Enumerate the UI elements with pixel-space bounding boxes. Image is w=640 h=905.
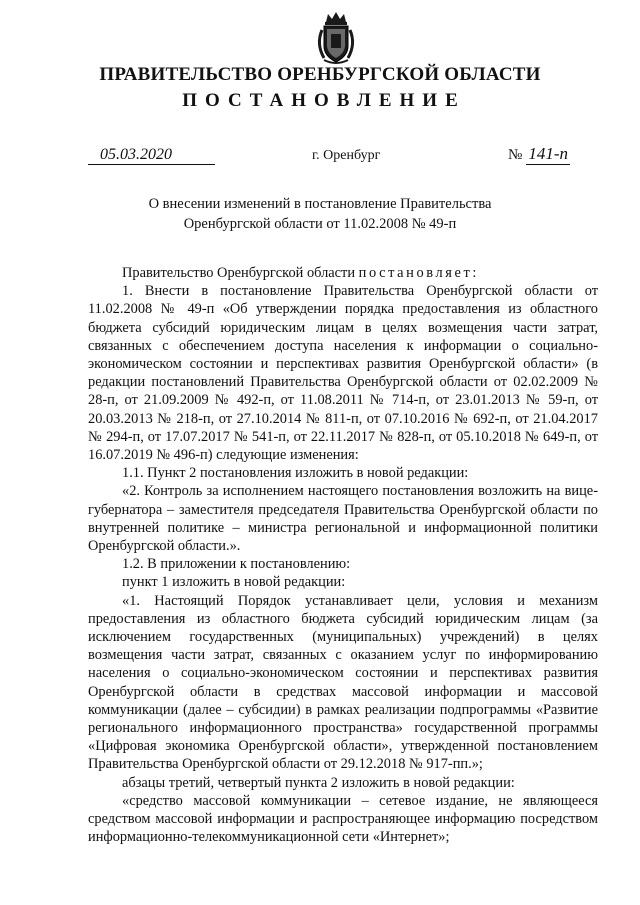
body-paragraph: 1. Внести в постановление Правительства Оренбургской области от 11.02.2008 № 49-п «Об утверждении порядка предоставления из областного бюджета субсидий юридическим лицам в целях возмещения части затрат, связанных с обеспечением доступа населения к информации о социально-экономическом состоянии и перспективах развития Оренбургской области» (в редакции постановлений Правительства Оренбургской области от 02.02.2009 № 28-п, от 21.09.2009 № 492-п, от 11.08.2011 № 714-п, от 23.01.2013 № 59-п, от 20.03.2013 № 218-п, от 27.10.2014 № 811-п, от 07.10.2016 № 692-п, от 21.04.2017 № 294-п, от 17.07.2017 № 541-п, от 22.11.2017 № 828-п, от 05.10.2018 № 649-п, от 16.07.2019 № 496-п) следующие изменения: <box>88 283 598 464</box>
body-paragraph: «2. Контроль за исполнением настоящего постановления возложить на вице-губернатора – заместителя председателя Правительства Оренбургской области по внутренней политике – министра региональной и информационной политики Оренбургской области.». <box>88 483 598 555</box>
document-city: г. Оренбург <box>312 148 381 163</box>
document-body <box>88 264 598 847</box>
government-title: ПРАВИТЕЛЬСТВО ОРЕНБУРГСКОЙ ОБЛАСТИ <box>99 64 541 85</box>
number-label: № <box>508 147 523 163</box>
number-value: 141-п <box>528 144 568 163</box>
document-subject <box>0 194 640 234</box>
subject-line: Оренбургской области от 11.02.2008 № 49-п <box>183 216 457 232</box>
body-paragraph: абзацы третий, четвертый пункта 2 изложить в новой редакции: <box>122 774 515 791</box>
intro-paragraph <box>88 264 598 282</box>
body-paragraph: пункт 1 изложить в новой редакции: <box>122 574 346 591</box>
body-paragraph: 1.2. В приложении к постановлению: <box>122 556 351 573</box>
document-number <box>508 144 570 165</box>
body-paragraph: 1.1. Пункт 2 постановления изложить в новой редакции: <box>122 465 469 482</box>
body-paragraph: «средство массовой коммуникации – сетевое издание, не являющееся средством массовой информации и распространяющее информацию посредством информационно-телекоммуникационной сети «Интернет»; <box>88 792 598 846</box>
body-paragraph: «1. Настоящий Порядок устанавливает цели, условия и механизм предоставления из областного бюджета субсидий юридическим лицам (за исключением государственных (муниципальных) учреждений) в целях возмещения части затрат, связанных с оказанием услуг по информированию населения о социально-экономическом состоянии и перспективах развития Оренбургской области в средствах массовой информации и массовой коммуникации (далее – субсидии) в рамках реализации подпрограммы «Развитие регионального информационного пространства» государственной программы «Цифровая экономика Оренбургской области», утвержденной постановлением Правительства Оренбургской области от 29.12.2018 № 917-пп.»; <box>88 592 598 773</box>
subject-line: О внесении изменений в постановление Правительства <box>148 196 492 212</box>
intro-decree-word: постановляет: <box>358 265 479 281</box>
document-date: 05.03.2020 <box>88 146 215 165</box>
intro-text: Правительство Оренбургской области <box>122 265 359 281</box>
orenburg-coat-of-arms-icon <box>314 10 358 66</box>
document-type: ПОСТАНОВЛЕНИЕ <box>182 90 466 111</box>
